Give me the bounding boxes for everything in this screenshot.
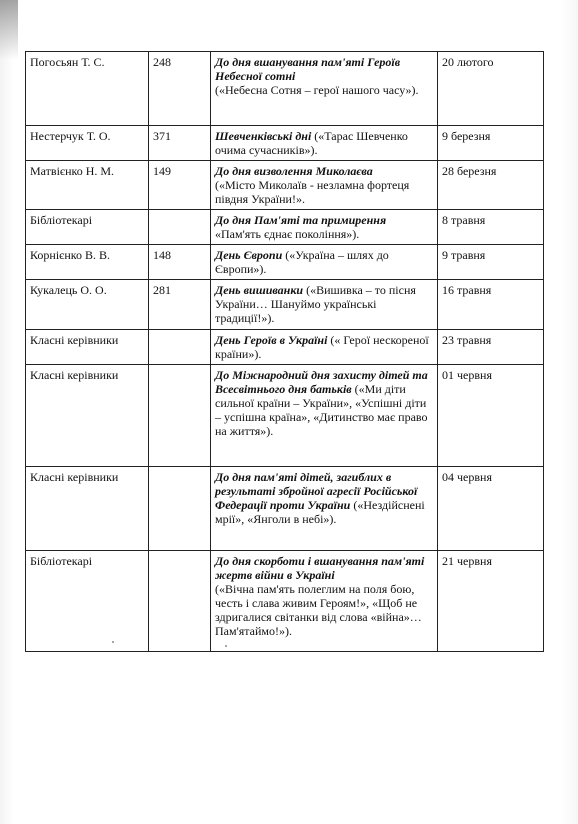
event-title: Шевченківські дні <box>215 129 312 143</box>
table-row <box>26 52 544 126</box>
event-subtitle: («Україна – шлях до Європи»). <box>215 248 389 276</box>
event-cell <box>211 210 438 245</box>
event-title: День Героїв в Україні <box>215 333 328 347</box>
responsible-cell: Класні керівники <box>26 330 149 365</box>
event-cell <box>211 551 438 652</box>
event-cell <box>211 330 438 365</box>
table-row <box>26 330 544 365</box>
table-row <box>26 365 544 467</box>
event-cell <box>211 280 438 330</box>
responsible-cell: Бібліотекарі <box>26 210 149 245</box>
event-cell <box>211 245 438 280</box>
table-row <box>26 161 544 210</box>
responsible-cell: Кукалець О. О. <box>26 280 149 330</box>
responsible-cell: Класні керівники <box>26 467 149 551</box>
event-subtitle: («Нездійснені мрії», «Янголи в небі»). <box>215 498 425 526</box>
date-cell: 9 березня <box>438 126 544 161</box>
event-subtitle: («Небесна Сотня – герої нашого часу»). <box>215 83 419 97</box>
number-cell <box>149 210 211 245</box>
event-title: До Міжнародний дня захисту дітей та Всесвітнього дня батьків <box>215 368 428 396</box>
event-cell <box>211 126 438 161</box>
responsible-cell: Корнієнко В. В. <box>26 245 149 280</box>
date-cell: 8 травня <box>438 210 544 245</box>
date-cell: 21 червня <box>438 551 544 652</box>
event-cell <box>211 52 438 126</box>
number-cell: 148 <box>149 245 211 280</box>
event-cell <box>211 467 438 551</box>
event-cell <box>211 365 438 467</box>
events-table <box>25 51 544 652</box>
number-cell <box>149 551 211 652</box>
number-cell: 149 <box>149 161 211 210</box>
event-title: До дня скорботи і вшанування пам'яті жертв війни в Україні <box>215 554 425 582</box>
number-cell <box>149 330 211 365</box>
number-cell: 371 <box>149 126 211 161</box>
table-row <box>26 467 544 551</box>
table-row <box>26 280 544 330</box>
table-row <box>26 245 544 280</box>
table-row <box>26 210 544 245</box>
event-title: До дня Пам'яті та примирення <box>215 213 387 227</box>
event-title: До дня пам'яті дітей, загиблих в результаті збройної агресії Російської Федерації проти України <box>215 470 418 512</box>
event-title: День Європи <box>215 248 283 262</box>
event-subtitle: («Вічна пам'ять полеглим на поля бою, честь і слава живим Героям!», «Щоб не здригалися світанки від слова «війна»… Пам'ятаймо!»). <box>215 582 422 638</box>
number-cell <box>149 365 211 467</box>
date-cell: 20 лютого <box>438 52 544 126</box>
table-row <box>26 551 544 652</box>
event-title: До дня визволення Миколаєва <box>215 164 373 178</box>
number-cell: 281 <box>149 280 211 330</box>
event-subtitle: («Ми діти сильної країни – України», «Успішні діти – успішна країна», «Дитинство має право на життя»). <box>215 382 428 438</box>
number-cell <box>149 467 211 551</box>
scan-edge-shadow <box>0 0 18 60</box>
event-subtitle: («Тарас Шевченко очима сучасників»). <box>215 129 408 157</box>
number-cell: 248 <box>149 52 211 126</box>
date-cell: 28 березня <box>438 161 544 210</box>
event-cell <box>211 161 438 210</box>
table-row <box>26 126 544 161</box>
date-cell: 16 травня <box>438 280 544 330</box>
date-cell: 23 травня <box>438 330 544 365</box>
responsible-cell: Бібліотекарі <box>26 551 149 652</box>
responsible-cell: Нестерчук Т. О. <box>26 126 149 161</box>
date-cell: 01 червня <box>438 365 544 467</box>
date-cell: 9 травня <box>438 245 544 280</box>
responsible-cell: Класні керівники <box>26 365 149 467</box>
date-cell: 04 червня <box>438 467 544 551</box>
event-title: До дня вшанування пам'яті Героїв Небесної сотні <box>215 55 401 83</box>
responsible-cell: Погосьян Т. С. <box>26 52 149 126</box>
responsible-cell: Матвієнко Н. М. <box>26 161 149 210</box>
event-subtitle: («Місто Миколаїв - незламна фортеця півдня України!». <box>215 178 410 206</box>
event-title: День вишиванки <box>215 283 304 297</box>
event-subtitle: (« Герої нескореної країни»). <box>215 333 429 361</box>
event-subtitle: «Пам'ять єднає покоління»). <box>215 227 360 241</box>
event-subtitle: («Вишивка – то пісня України… Шануймо українські традиції!»). <box>215 283 416 325</box>
